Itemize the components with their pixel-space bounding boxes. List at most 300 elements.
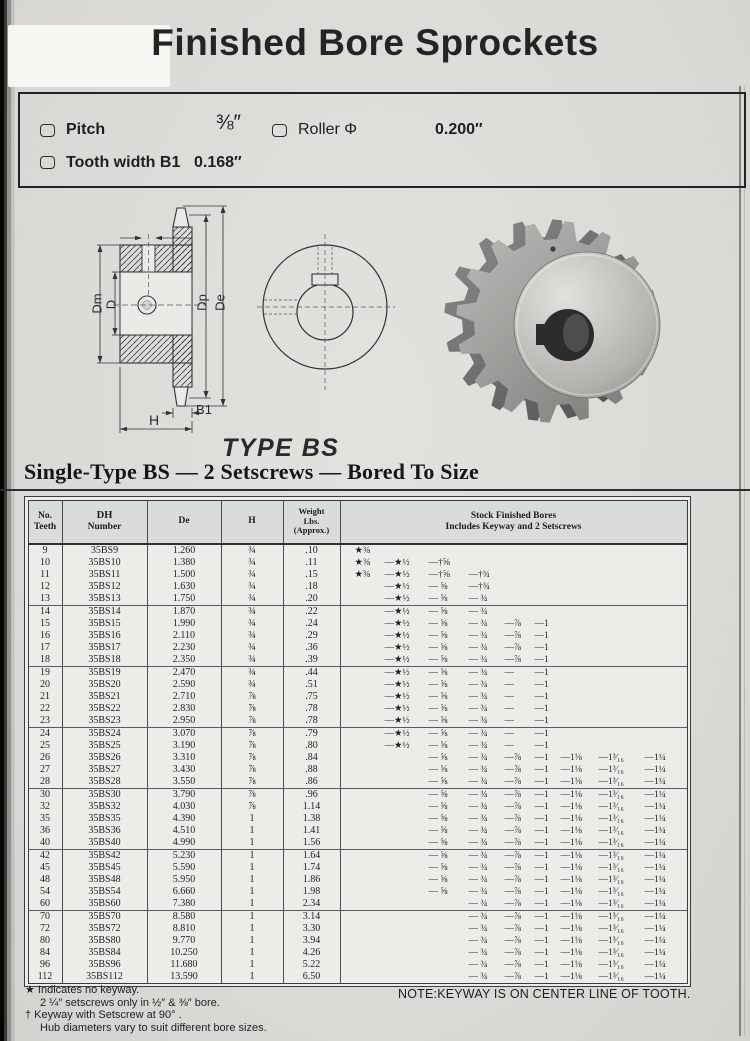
table-row bbox=[29, 947, 687, 959]
checkbox-icon bbox=[40, 156, 55, 169]
bore-size: — ⅝ bbox=[428, 630, 448, 641]
dh-number-cell: 35BS96 bbox=[63, 959, 148, 971]
bore-size: — ⅝ bbox=[428, 618, 448, 629]
bore-size: —★½ bbox=[384, 593, 410, 604]
bore-size: — ¾ bbox=[468, 789, 488, 800]
page-edge-line bbox=[739, 86, 741, 1036]
bore-size bbox=[385, 789, 429, 801]
table-row bbox=[29, 776, 687, 788]
tooth-width-label: Tooth width B1 bbox=[66, 154, 181, 171]
de-cell: 1.500 bbox=[148, 569, 222, 581]
teeth-cell: 96 bbox=[29, 959, 63, 971]
bore-size: —★½ bbox=[384, 654, 410, 665]
weight-cell: .78 bbox=[284, 703, 341, 715]
bore-size: —1³⁄₁₆ bbox=[598, 971, 624, 982]
h-cell: ⅞ bbox=[222, 728, 284, 740]
bore-size bbox=[355, 923, 385, 935]
bore-size bbox=[355, 728, 385, 740]
teeth-cell: 28 bbox=[29, 776, 63, 788]
bore-size bbox=[385, 923, 429, 935]
bore-size: —⅞ bbox=[504, 911, 522, 922]
bore-size: —1¼ bbox=[644, 850, 666, 861]
table-row bbox=[29, 740, 687, 752]
bore-size bbox=[645, 593, 681, 605]
stock-bores-cell bbox=[341, 850, 687, 862]
stock-bores-cell bbox=[341, 545, 687, 557]
bore-size: — ⅝ bbox=[428, 691, 448, 702]
bore-size bbox=[355, 789, 385, 801]
stock-bores-cell bbox=[341, 911, 687, 923]
bore-size: —1 bbox=[534, 862, 549, 873]
bore-size: —⅞ bbox=[504, 947, 522, 958]
bore-size: —1 bbox=[534, 923, 549, 934]
bore-size bbox=[355, 898, 385, 910]
stock-bores-cell bbox=[341, 569, 687, 581]
table-row bbox=[29, 959, 687, 971]
col-header-dh-number: DH Number bbox=[63, 501, 148, 543]
bore-size bbox=[355, 703, 385, 715]
h-cell: ¾ bbox=[222, 630, 284, 642]
bore-size: — ¾ bbox=[468, 703, 488, 714]
teeth-cell: 10 bbox=[29, 557, 63, 569]
bore-size bbox=[385, 752, 429, 764]
bore-size: —1³⁄₁₆ bbox=[598, 959, 624, 970]
weight-cell: 1.41 bbox=[284, 825, 341, 837]
bore-size bbox=[561, 642, 599, 654]
bore-size: — ⅝ bbox=[428, 813, 448, 824]
page-title: Finished Bore Sprockets bbox=[151, 22, 599, 63]
bore-size: —1¼ bbox=[644, 874, 666, 885]
bore-size bbox=[355, 813, 385, 825]
weight-cell: 1.14 bbox=[284, 801, 341, 813]
stock-bores-cell bbox=[341, 764, 687, 776]
dh-number-cell: 35BS45 bbox=[63, 862, 148, 874]
bore-size: —⅞ bbox=[504, 630, 522, 641]
weight-cell: 3.14 bbox=[284, 911, 341, 923]
bore-size: — ¾ bbox=[468, 654, 488, 665]
bore-size: —†¾ bbox=[468, 581, 490, 592]
bore-size: —⅞ bbox=[504, 813, 522, 824]
footnote-dagger: † Keyway with Setscrew at 90° . bbox=[25, 1009, 182, 1021]
bore-size bbox=[599, 642, 645, 654]
bore-size: —1³⁄₁₆ bbox=[598, 776, 624, 787]
de-cell: 3.310 bbox=[148, 752, 222, 764]
dh-number-cell: 35BS24 bbox=[63, 728, 148, 740]
h-cell: 1 bbox=[222, 898, 284, 910]
bore-size: ★⅜ bbox=[354, 557, 371, 568]
bore-size: —1 bbox=[534, 947, 549, 958]
weight-cell: 3.94 bbox=[284, 935, 341, 947]
table-body bbox=[29, 545, 687, 983]
sprocket-photo bbox=[440, 205, 720, 435]
bore-size: — ¾ bbox=[468, 911, 488, 922]
bore-size: — ¾ bbox=[468, 679, 488, 690]
bore-size: — bbox=[504, 715, 514, 726]
dh-number-cell: 35BS14 bbox=[63, 606, 148, 618]
bore-size: —1 bbox=[534, 618, 549, 629]
h-cell: ¾ bbox=[222, 593, 284, 605]
bore-size bbox=[355, 715, 385, 727]
bore-size: — ⅝ bbox=[428, 715, 448, 726]
table-row bbox=[29, 801, 687, 813]
bore-size: —★½ bbox=[384, 703, 410, 714]
dh-number-cell: 35BS54 bbox=[63, 886, 148, 898]
de-cell: 1.380 bbox=[148, 557, 222, 569]
bore-size: —1¼ bbox=[644, 825, 666, 836]
h-cell: 1 bbox=[222, 862, 284, 874]
h-cell: 1 bbox=[222, 923, 284, 935]
bore-size: —1¼ bbox=[644, 801, 666, 812]
weight-cell: .18 bbox=[284, 581, 341, 593]
teeth-cell: 72 bbox=[29, 923, 63, 935]
bore-size bbox=[355, 691, 385, 703]
bore-size bbox=[599, 728, 645, 740]
bore-size bbox=[355, 862, 385, 874]
bore-size bbox=[645, 545, 681, 557]
bore-size bbox=[645, 557, 681, 569]
bore-size bbox=[355, 581, 385, 593]
bore-size bbox=[385, 959, 429, 971]
stock-bores-cell bbox=[341, 923, 687, 935]
bore-size bbox=[535, 606, 561, 618]
dh-number-cell: 35BS48 bbox=[63, 874, 148, 886]
bore-size bbox=[599, 703, 645, 715]
bore-size bbox=[561, 569, 599, 581]
bore-size: —★½ bbox=[384, 630, 410, 641]
spec-panel bbox=[18, 92, 746, 188]
col-header-stock-bores: Stock Finished Bores Includes Keyway and 2 Setscrews bbox=[445, 511, 582, 532]
bore-size bbox=[561, 557, 599, 569]
bore-size bbox=[385, 898, 429, 910]
bore-size: —⅞ bbox=[504, 789, 522, 800]
bore-size: —1 bbox=[534, 752, 549, 763]
bore-size bbox=[561, 618, 599, 630]
weight-cell: 1.38 bbox=[284, 813, 341, 825]
h-cell: ¾ bbox=[222, 581, 284, 593]
table-heading: Single-Type BS — 2 Setscrews — Bored To Size bbox=[24, 459, 479, 484]
bore-size: —⅞ bbox=[504, 764, 522, 775]
h-cell: ¾ bbox=[222, 557, 284, 569]
bore-size: ★⅜ bbox=[354, 569, 371, 580]
de-cell: 5.950 bbox=[148, 874, 222, 886]
bore-size: —1 bbox=[534, 642, 549, 653]
bore-size bbox=[385, 886, 429, 898]
teeth-cell: 40 bbox=[29, 837, 63, 849]
bore-size: —★½ bbox=[384, 679, 410, 690]
dh-number-cell: 35BS32 bbox=[63, 801, 148, 813]
bore-size: —1¼ bbox=[644, 923, 666, 934]
teeth-cell: 84 bbox=[29, 947, 63, 959]
bore-size bbox=[505, 581, 535, 593]
bore-size: —1³⁄₁₆ bbox=[598, 813, 624, 824]
checkbox-icon bbox=[40, 124, 55, 137]
stock-bores-cell bbox=[341, 886, 687, 898]
weight-cell: .86 bbox=[284, 776, 341, 788]
dh-number-cell: 35BS18 bbox=[63, 654, 148, 666]
stock-bores-cell bbox=[341, 691, 687, 703]
dh-number-cell: 35BS28 bbox=[63, 776, 148, 788]
col-header-h: H bbox=[222, 501, 284, 543]
stock-bores-cell bbox=[341, 959, 687, 971]
weight-cell: .84 bbox=[284, 752, 341, 764]
table-row bbox=[29, 752, 687, 764]
de-cell: 2.590 bbox=[148, 679, 222, 691]
de-cell: 1.990 bbox=[148, 618, 222, 630]
bore-size: — ⅝ bbox=[428, 667, 448, 678]
bore-size bbox=[429, 545, 469, 557]
stock-bores-cell bbox=[341, 654, 687, 666]
bore-size: —1³⁄₁₆ bbox=[598, 764, 624, 775]
weight-cell: .51 bbox=[284, 679, 341, 691]
bore-size bbox=[429, 935, 469, 947]
table-row bbox=[29, 630, 687, 642]
bore-size: —1 bbox=[534, 935, 549, 946]
dh-number-cell: 35BS25 bbox=[63, 740, 148, 752]
bore-size: —1¼ bbox=[644, 813, 666, 824]
bore-size: —1³⁄₁₆ bbox=[598, 862, 624, 873]
bore-size bbox=[355, 971, 385, 983]
dh-number-cell: 35BS27 bbox=[63, 764, 148, 776]
teeth-cell: 9 bbox=[29, 545, 63, 557]
bore-size: — ⅝ bbox=[428, 789, 448, 800]
bore-size: —⅞ bbox=[504, 862, 522, 873]
table-row bbox=[29, 886, 687, 898]
bore-size bbox=[599, 569, 645, 581]
dh-number-cell: 35BS84 bbox=[63, 947, 148, 959]
dh-number-cell: 35BS22 bbox=[63, 703, 148, 715]
de-cell: 3.430 bbox=[148, 764, 222, 776]
h-cell: ¾ bbox=[222, 642, 284, 654]
bore-size bbox=[355, 630, 385, 642]
page-edge-line-light bbox=[744, 86, 745, 1036]
de-cell: 2.350 bbox=[148, 654, 222, 666]
dim-label-dm: Dm bbox=[89, 293, 105, 314]
bore-size bbox=[385, 862, 429, 874]
bore-size: —1¼ bbox=[644, 935, 666, 946]
bore-size: —1⅛ bbox=[560, 911, 582, 922]
bore-size bbox=[355, 654, 385, 666]
bore-size: — ¾ bbox=[468, 606, 488, 617]
bore-size: —★½ bbox=[384, 715, 410, 726]
bore-size bbox=[561, 667, 599, 679]
bore-size bbox=[505, 569, 535, 581]
bore-size: —⅞ bbox=[504, 971, 522, 982]
h-cell: ⅞ bbox=[222, 789, 284, 801]
stock-bores-cell bbox=[341, 728, 687, 740]
bore-size bbox=[355, 740, 385, 752]
heading-rule bbox=[0, 489, 750, 491]
bore-size: —1⅛ bbox=[560, 776, 582, 787]
bore-size: —1 bbox=[534, 728, 549, 739]
bore-size bbox=[385, 874, 429, 886]
bore-size: —1¼ bbox=[644, 898, 666, 909]
bore-size bbox=[645, 715, 681, 727]
dh-number-cell: 35BS35 bbox=[63, 813, 148, 825]
h-cell: ⅞ bbox=[222, 801, 284, 813]
bore-size bbox=[561, 545, 599, 557]
bore-size: —1⅛ bbox=[560, 898, 582, 909]
teeth-cell: 32 bbox=[29, 801, 63, 813]
bore-size: —1⅛ bbox=[560, 801, 582, 812]
bore-size bbox=[599, 654, 645, 666]
bore-size bbox=[645, 606, 681, 618]
teeth-cell: 60 bbox=[29, 898, 63, 910]
type-bs-label: TYPE BS bbox=[222, 434, 340, 462]
h-cell: ⅞ bbox=[222, 715, 284, 727]
scan-left-edge-shadow bbox=[0, 0, 18, 1041]
dim-label-h: H bbox=[148, 412, 160, 428]
teeth-cell: 23 bbox=[29, 715, 63, 727]
bore-size: —1 bbox=[534, 679, 549, 690]
table-row bbox=[29, 703, 687, 715]
table-row bbox=[29, 691, 687, 703]
bore-size: — ⅝ bbox=[428, 764, 448, 775]
bore-size bbox=[505, 557, 535, 569]
stock-bores-cell bbox=[341, 752, 687, 764]
bore-size bbox=[355, 850, 385, 862]
de-cell: 8.810 bbox=[148, 923, 222, 935]
weight-cell: 1.64 bbox=[284, 850, 341, 862]
bore-size: —★½ bbox=[384, 728, 410, 739]
bore-size bbox=[355, 752, 385, 764]
h-cell: ¾ bbox=[222, 618, 284, 630]
bore-size: — ¾ bbox=[468, 752, 488, 763]
teeth-cell: 17 bbox=[29, 642, 63, 654]
weight-cell: 1.56 bbox=[284, 837, 341, 849]
bore-size bbox=[645, 581, 681, 593]
bore-size: — ⅝ bbox=[428, 679, 448, 690]
bore-size: —1⅛ bbox=[560, 850, 582, 861]
dh-number-cell: 35BS9 bbox=[63, 545, 148, 557]
bore-size: —★½ bbox=[384, 691, 410, 702]
bore-size: —1³⁄₁₆ bbox=[598, 825, 624, 836]
bore-size bbox=[355, 947, 385, 959]
bore-size: —1⅛ bbox=[560, 789, 582, 800]
bore-size bbox=[355, 886, 385, 898]
table-row bbox=[29, 642, 687, 654]
bore-size bbox=[385, 971, 429, 983]
bore-size: ★⅜ bbox=[354, 545, 371, 556]
bore-size bbox=[535, 545, 561, 557]
stock-bores-cell bbox=[341, 874, 687, 886]
bore-size: —1 bbox=[534, 776, 549, 787]
bore-size bbox=[355, 776, 385, 788]
weight-cell: .15 bbox=[284, 569, 341, 581]
teeth-cell: 25 bbox=[29, 740, 63, 752]
bore-size: — ⅝ bbox=[428, 874, 448, 885]
de-cell: 4.990 bbox=[148, 837, 222, 849]
table-row bbox=[29, 788, 687, 801]
table-row bbox=[29, 862, 687, 874]
bore-size bbox=[561, 728, 599, 740]
bore-size: — ¾ bbox=[468, 691, 488, 702]
dim-label-dp: Dp bbox=[194, 294, 210, 311]
de-cell: 2.470 bbox=[148, 667, 222, 679]
bore-size: —1³⁄₁₆ bbox=[598, 874, 624, 885]
roller-diameter-value: 0.200″ bbox=[435, 121, 483, 138]
bore-size bbox=[599, 606, 645, 618]
bore-size bbox=[429, 911, 469, 923]
footnote-star: ★ Indicates no keyway. bbox=[25, 984, 140, 996]
bore-size: —1⅛ bbox=[560, 874, 582, 885]
de-cell: 5.590 bbox=[148, 862, 222, 874]
de-cell: 2.110 bbox=[148, 630, 222, 642]
teeth-cell: 70 bbox=[29, 911, 63, 923]
bore-size: —1¼ bbox=[644, 886, 666, 897]
bore-size bbox=[385, 764, 429, 776]
de-cell: 7.380 bbox=[148, 898, 222, 910]
bore-size: —⅞ bbox=[504, 825, 522, 836]
bore-front-view-diagram bbox=[255, 228, 405, 398]
de-cell: 4.030 bbox=[148, 801, 222, 813]
bore-size: — ⅝ bbox=[428, 776, 448, 787]
bore-size bbox=[561, 691, 599, 703]
h-cell: 1 bbox=[222, 935, 284, 947]
bore-size: —1 bbox=[534, 715, 549, 726]
weight-cell: 2.34 bbox=[284, 898, 341, 910]
bore-size bbox=[469, 557, 505, 569]
bore-size bbox=[645, 728, 681, 740]
h-cell: ¾ bbox=[222, 569, 284, 581]
bore-size: — ¾ bbox=[468, 593, 488, 604]
h-cell: 1 bbox=[222, 947, 284, 959]
bore-size: — ¾ bbox=[468, 728, 488, 739]
dh-number-cell: 35BS11 bbox=[63, 569, 148, 581]
teeth-cell: 26 bbox=[29, 752, 63, 764]
bore-size: —1³⁄₁₆ bbox=[598, 789, 624, 800]
bore-size: —⅞ bbox=[504, 837, 522, 848]
weight-cell: 1.74 bbox=[284, 862, 341, 874]
bore-size bbox=[385, 837, 429, 849]
bore-size bbox=[535, 569, 561, 581]
weight-cell: .78 bbox=[284, 715, 341, 727]
de-cell: 4.390 bbox=[148, 813, 222, 825]
teeth-cell: 12 bbox=[29, 581, 63, 593]
dh-number-cell: 35BS112 bbox=[63, 971, 148, 983]
bore-size: —1 bbox=[534, 971, 549, 982]
table-row bbox=[29, 898, 687, 910]
bore-size: —1⅛ bbox=[560, 971, 582, 982]
weight-cell: .11 bbox=[284, 557, 341, 569]
weight-cell: .80 bbox=[284, 740, 341, 752]
bore-size: — ¾ bbox=[468, 923, 488, 934]
bore-size: —1⅛ bbox=[560, 752, 582, 763]
bore-size bbox=[561, 715, 599, 727]
table-row bbox=[29, 727, 687, 740]
bore-size: —1 bbox=[534, 703, 549, 714]
bore-size bbox=[385, 947, 429, 959]
bore-size: —⅞ bbox=[504, 850, 522, 861]
table-row bbox=[29, 581, 687, 593]
teeth-cell: 22 bbox=[29, 703, 63, 715]
bore-size bbox=[355, 667, 385, 679]
bore-size: — ¾ bbox=[468, 898, 488, 909]
table-row bbox=[29, 666, 687, 679]
bore-size: — ¾ bbox=[468, 935, 488, 946]
footnote-hub: Hub diameters vary to suit different bore sizes. bbox=[40, 1021, 267, 1034]
bore-size: — ¾ bbox=[468, 959, 488, 970]
bore-size bbox=[355, 911, 385, 923]
stock-bores-cell bbox=[341, 947, 687, 959]
stock-bores-cell bbox=[341, 740, 687, 752]
weight-cell: .20 bbox=[284, 593, 341, 605]
h-cell: 1 bbox=[222, 886, 284, 898]
bore-size: — ⅝ bbox=[428, 728, 448, 739]
teeth-cell: 11 bbox=[29, 569, 63, 581]
bore-size bbox=[599, 679, 645, 691]
bore-size: —★½ bbox=[384, 667, 410, 678]
teeth-cell: 21 bbox=[29, 691, 63, 703]
